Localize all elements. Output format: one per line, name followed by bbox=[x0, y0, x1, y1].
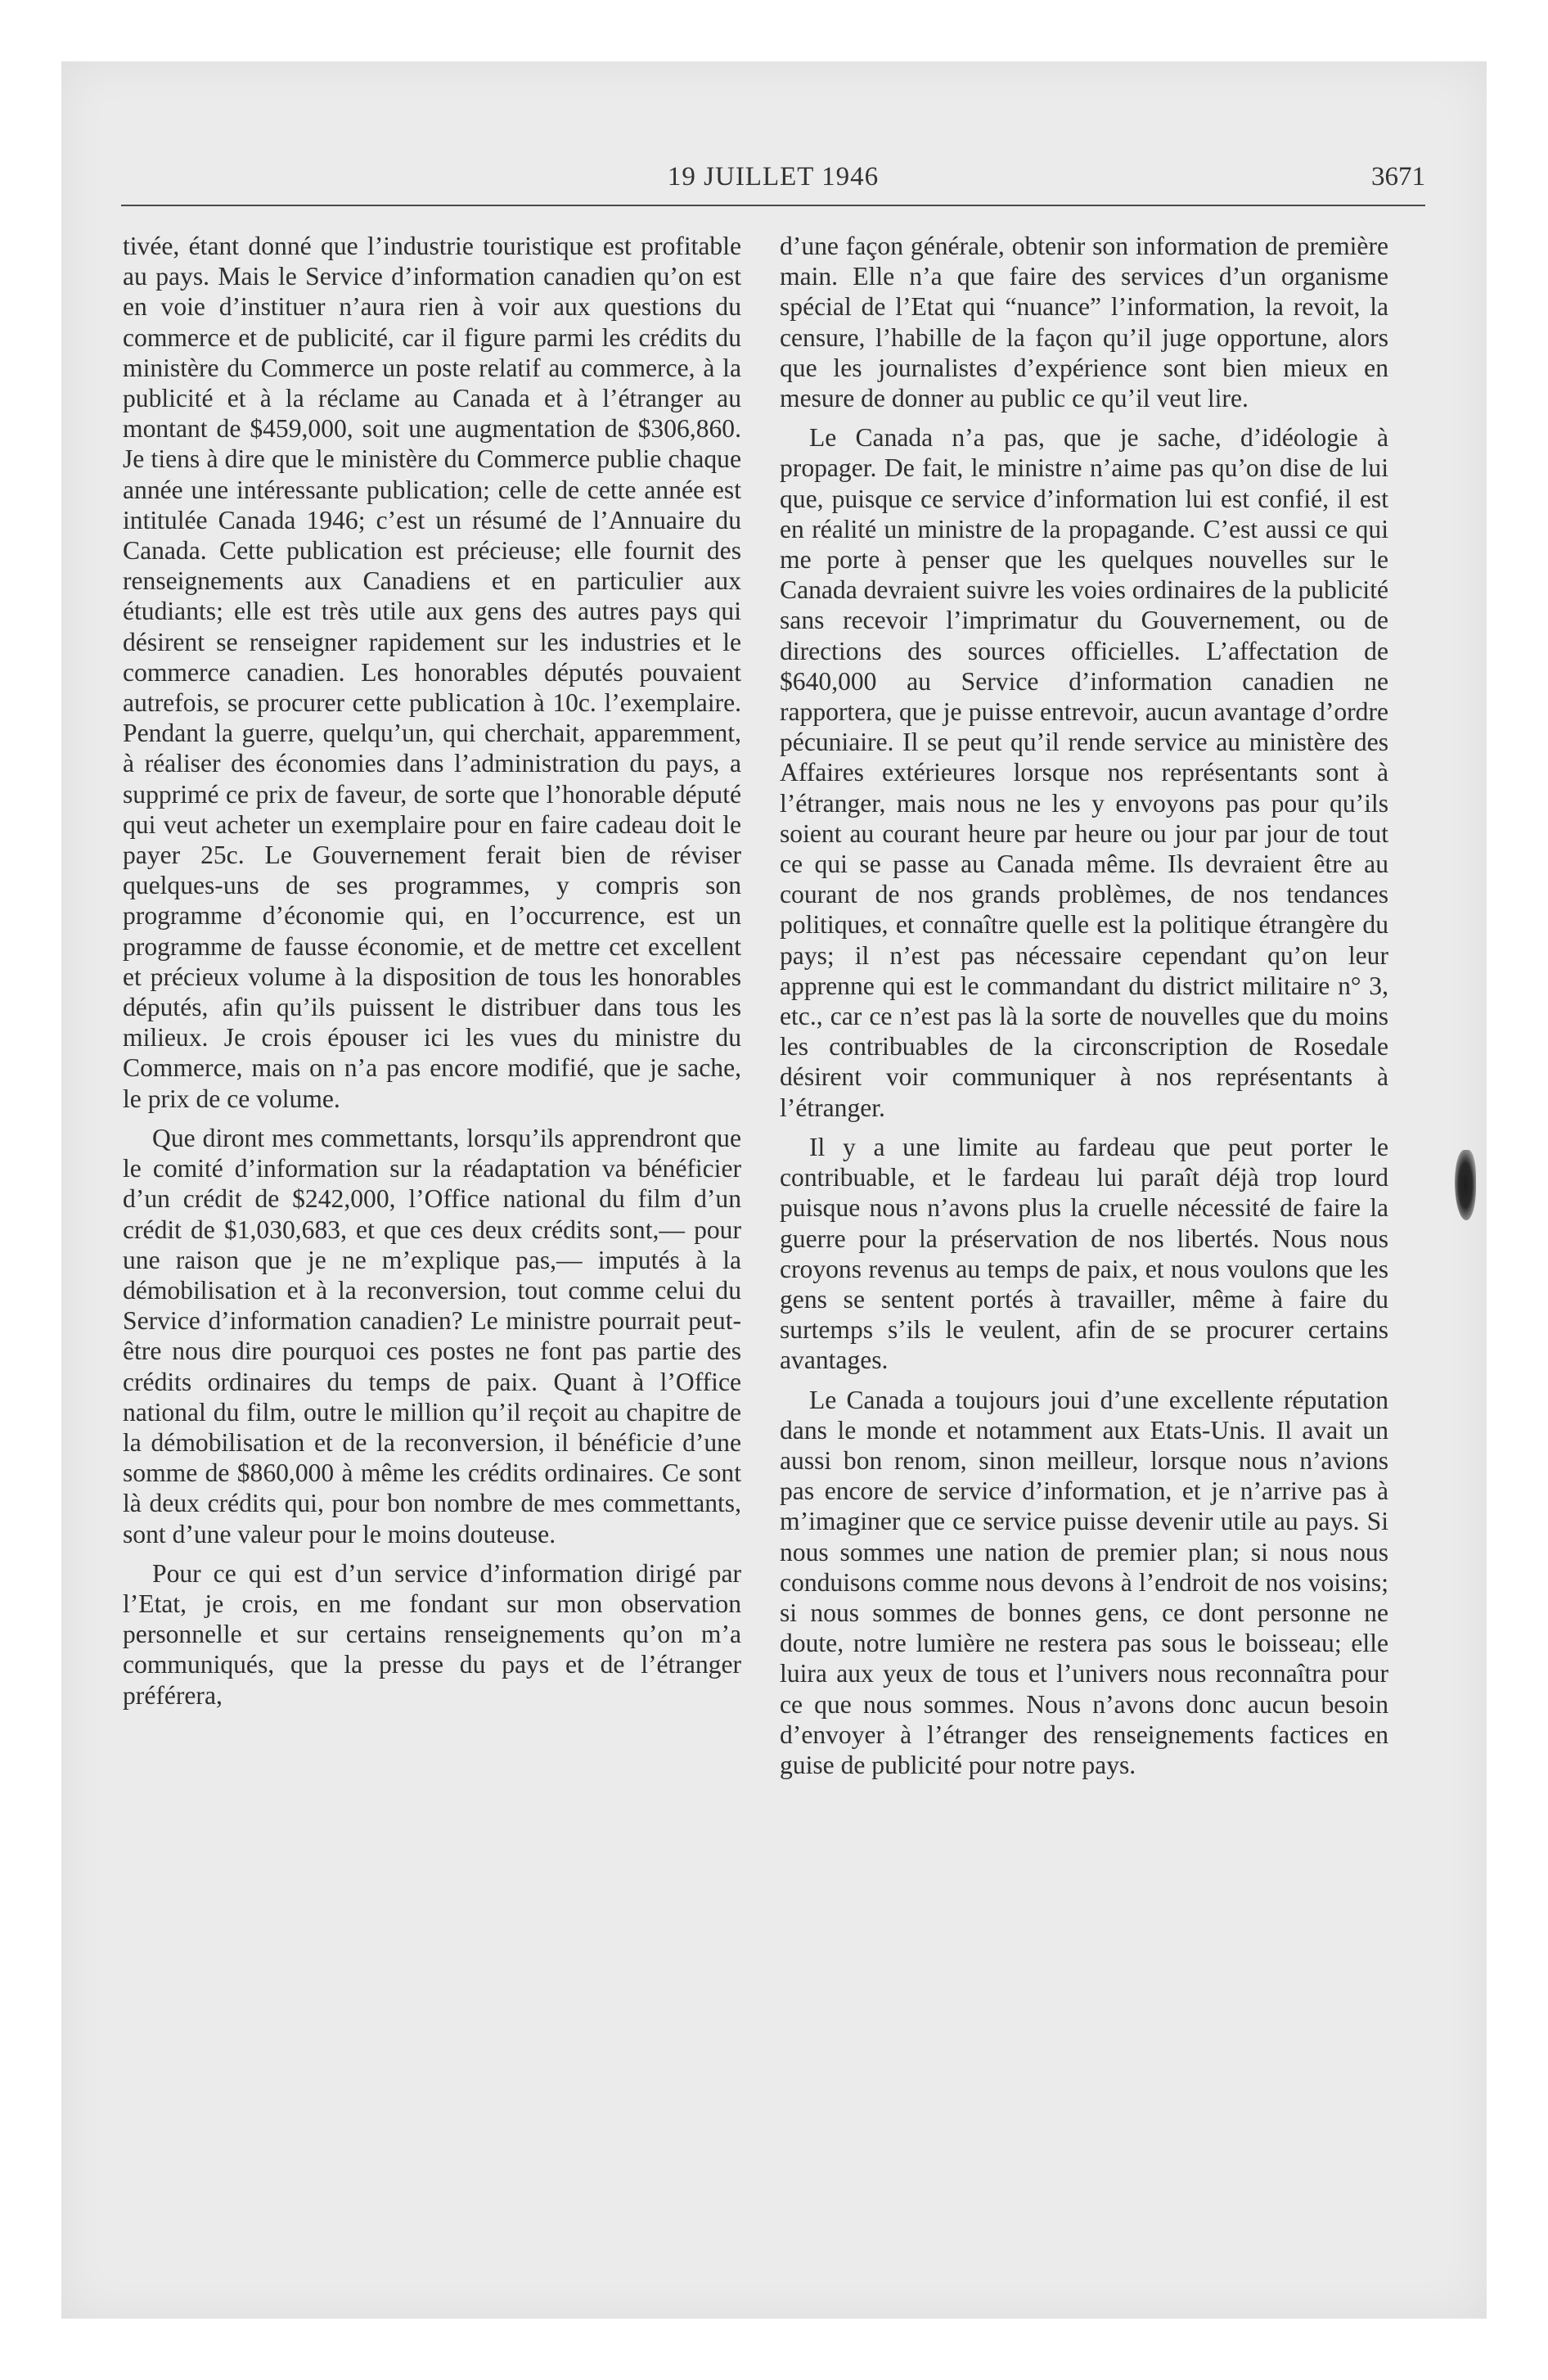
header-rule bbox=[121, 205, 1425, 206]
left-column bbox=[123, 231, 741, 1720]
right-paragraph-3: Il y a une limite au fardeau que peut porter le contribuable, et le fardeau lui paraît déjà trop lourd puisque nous n’avons plus la cruelle nécessité de faire la guerre pour la préservation de nos libertés. Nous nous croyons revenus au temps de paix, et nous voulons que les gens se sentent portés à travailler, même à faire du surtemps s’ils le veulent, afin de se procurer certains avantages. bbox=[780, 1132, 1388, 1375]
left-paragraph-1: tivée, étant donné que l’industrie touristique est profitable au pays. Mais le Service d’information canadien qu’on est en voie d’instituer n’aura rien à voir aux questions du commerce et de publicité, car il figure parmi les crédits du ministère du Commerce un poste relatif au commerce, à la publicité et à la réclame au Canada et à l’étranger au montant de $459,000, soit une augmentation de $306,860. Je tiens à dire que le ministère du Commerce publie chaque année une intéressante publication; celle de cette année est intitulée Canada 1946; c’est un résumé de l’Annuaire du Canada. Cette publication est précieuse; elle fournit des renseignements aux Canadiens et en particulier aux étudiants; elle est très utile aux gens des autres pays qui désirent se renseigner rapidement sur les industries et le commerce canadien. Les honorables députés pouvaient autrefois, se procurer cette publication à 10c. l’exemplaire. Pendant la guerre, quelqu’un, qui cherchait, apparemment, à réaliser des économies dans l’administration du pays, a supprimé ce prix de faveur, de sorte que l’honorable député qui veut acheter un exemplaire pour en faire cadeau doit le payer 25c. Le Gouvernement ferait bien de réviser quelques-uns de ses programmes, y compris son programme d’économie qui, en l’occurrence, est un programme de fausse économie, et de mettre cet excellent et précieux volume à la disposition de tous les honorables députés, afin qu’ils puissent le distribuer dans tous les milieux. Je crois épouser ici les vues du ministre du Commerce, mais on n’a pas encore modifié, que je sache, le prix de ce volume. bbox=[123, 232, 741, 1113]
right-paragraph-4: Le Canada a toujours joui d’une excellente réputation dans le monde et notamment aux Etats-Unis. Il avait un aussi bon renom, sinon meilleur, lorsque nous n’avions pas encore de service d’information, et je n’arrive pas à m’imaginer que ce service puisse devenir utile au pays. Si nous sommes une nation de premier plan; si nous nous conduisons comme nous devons à l’endroit de nos voisins; si nous sommes de bonnes gens, ce dont personne ne doute, notre lumière ne restera pas sous le boisseau; elle luira aux yeux de tous et l’univers nous reconnaîtra pour ce que nous sommes. Nous n’avons donc aucun besoin d’envoyer à l’étranger des renseignements factices en guise de publicité pour notre pays. bbox=[780, 1385, 1388, 1779]
right-paragraph-2: Le Canada n’a pas, que je sache, d’idéologie à propager. De fait, le ministre n’aime pas qu’on dise de lui que, puisque ce service d’information lui est confié, il est en réalité un ministre de la propagande. C’est aussi ce qui me porte à penser que les quelques nouvelles sur le Canada devraient suivre les voies ordinaires de la publicité sans recevoir l’imprimatur du Gouvernement, ou de directions des sources officielles. L’affectation de $640,000 au Service d’information canadien ne rapportera, que je puisse entrevoir, aucun avantage d’ordre pécuniaire. Il se peut qu’il rende service au ministère des Affaires extérieures lorsque nos représentants sont à l’étranger, mais nous ne les y envoyons pas pour qu’ils soient au courant heure par heure ou jour par jour de tout ce qui se passe au Canada même. Ils devraient être au courant de nos grands problèmes, de nos tendances politiques, et connaître quelle est la politique étrangère du pays; il n’est pas nécessaire cependant qu’on leur apprenne qui est le commandant du district militaire n° 3, etc., car ce n’est pas là la sorte de nouvelles que du moins les contribuables de la circonscription de Rosedale désirent voir communiquer à nos représentants à l’étranger. bbox=[780, 423, 1388, 1122]
ink-smudge bbox=[1455, 1150, 1476, 1220]
page-header bbox=[121, 156, 1425, 196]
right-paragraph-1: d’une façon générale, obtenir son information de première main. Elle n’a que faire des services d’un organisme spécial de l’Etat qui “nuance” l’information, la revoit, la censure, l’habille de la façon qu’il juge opportune, alors que les journalistes d’expérience sont bien mieux en mesure de donner au public ce qu’il veut lire. bbox=[780, 232, 1388, 413]
header-date: 19 JUILLET 1946 bbox=[667, 162, 880, 192]
left-paragraph-2: Que diront mes commettants, lorsqu’ils apprendront que le comité d’information sur la réadaptation va bénéficier d’un crédit de $242,000, l’Office national du film d’un crédit de $1,030,683, et que ces deux crédits sont,— pour une raison que je ne m’explique pas,— imputés à la démobilisation et à la reconversion, tout comme celui du Service d’information canadien? Le ministre pourrait peut-être nous dire pourquoi ces postes ne font pas partie des crédits ordinaires du temps de paix. Quant à l’Office national du film, outre le million qu’il reçoit au chapitre de la démobilisation et de la reconversion, il bénéficie d’une somme de $860,000 à même les crédits ordinaires. Ce sont là deux crédits qui, pour bon nombre de mes commettants, sont d’une valeur pour le moins douteuse. bbox=[123, 1123, 741, 1548]
page-number: 3671 bbox=[1371, 162, 1425, 192]
left-paragraph-3: Pour ce qui est d’un service d’information dirigé par l’Etat, je crois, en me fondant sur mon observation personnelle et sur certains renseignements qu’on m’a communiqués, que la presse du pays et de l’étranger préférera, bbox=[123, 1558, 741, 1710]
right-column bbox=[780, 231, 1388, 1789]
